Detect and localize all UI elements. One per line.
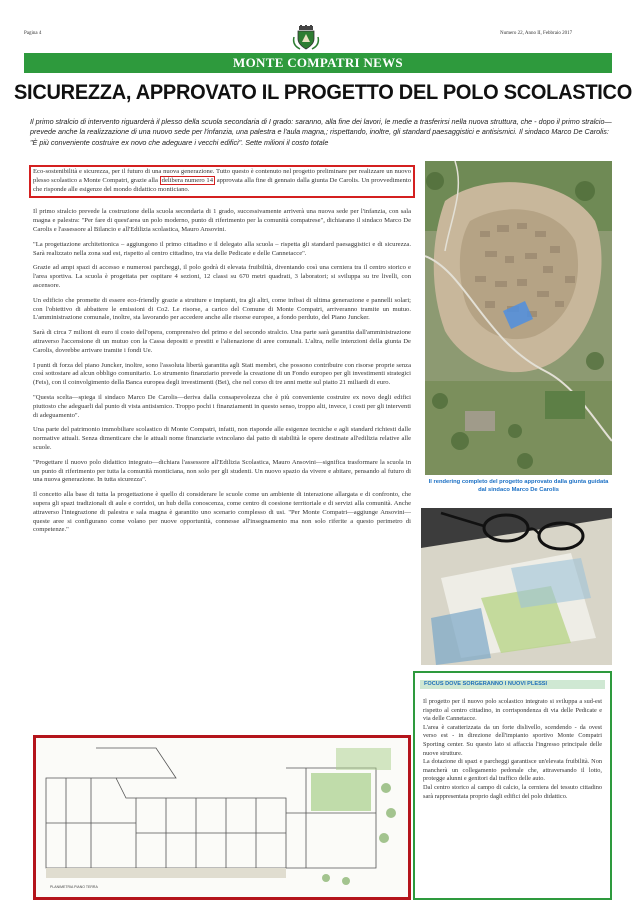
focus-paragraph: L'area è caratterizzata da un forte dislivello, scendendo - da ovest verso est - in direzione dell'impianto sportivo Monte Compatri Sporting center. Su questo lato si affaccia l'ingresso principale delle nuove strutture. bbox=[423, 723, 602, 757]
article-paragraph: Una parte del patrimonio immobiliare scolastico di Monte Compatri, infatti, non risponde alle esigenze tecniche e agli standard richiesti dalle normative attuali. Senza dimenticare che le attuali nome finanziarie svincolano dal patto di stabilità le opere destinate all'edilizia relative alle scuole. bbox=[33, 426, 411, 451]
focus-paragraph: Il progetto per il nuovo polo scolastico integrato si sviluppa a sud-est rispetto al centro cittadino, in corrispondenza di via delle Pedicate e via delle Cannetacce. bbox=[423, 698, 602, 723]
focus-paragraph: Dal centro storico al campo di calcio, la cerniera del tessuto cittadino sarà rappresentata proprio dagli edifici del polo didattico. bbox=[423, 783, 602, 800]
article-paragraph: Sarà di circa 7 milioni di euro il costo dell'opera, comprensivo del primo e del secondo stralcio. Una parte sarà garantita dall'amministrazione attraverso l'accensione di un mutuo con la Cassa depositi e prestiti e l'alienazione di aree comunali. L'altra, nelle intenzioni della giunta De Carolis, dovrebbe arrivare tramite i fondi Ue. bbox=[33, 329, 411, 354]
article-body bbox=[33, 168, 411, 541]
plan-label: PLANIMETRIA PIANO TERRA bbox=[50, 885, 98, 889]
article-paragraph: "Progettare il nuovo polo didattico integrato—dichiara l'assessore all'Edilizia Scolastica, Mauro Ansovini—significa trasformare la scuola in un punto di riferimento per tutta la comunità monticiana, non solo per gli studenti. Un nuovo spazio da vivere e abitare, pensando al futuro di una nuova generazione. In tutta sicurezza". bbox=[33, 458, 411, 484]
blueprint-photo bbox=[421, 508, 612, 665]
article-paragraph: Il primo stralcio prevede la costruzione della scuola secondaria di 1 grado, successivamente arriverà una nuova sede per l'infanzia, con sala magna e palestra: "Per fare di quest'area un polo moderno, punto di riferimento per la comunità compatrese", dichiarano il sindaco Marco De Carolis e l'assessore al Bilancio e all'Edilizia scolastica, Mauro Ansovini. bbox=[33, 208, 411, 233]
page-title: SICUREZZA, APPROVATO IL PROGETTO DEL POLO SCOLASTICO bbox=[14, 80, 632, 104]
page-number: Pagina 4 bbox=[24, 31, 42, 36]
intro-text: Eco-sostenibilità e sicurezza, per il futuro di una nuova generazione. Tutto questo è contenuto nel progetto preliminare per realizzare un nuovo plesso scolastico a Monte Compatri, grazie alla bbox=[33, 168, 411, 184]
municipal-crest-icon bbox=[292, 25, 320, 51]
intro-text-end: approvata alla fine di gennaio dalla giunta De Carolis. Un provvedimento che risponde alle esigenze del mondo didattico monticiano. bbox=[33, 176, 412, 193]
masthead: MONTE COMPATRI NEWS bbox=[24, 53, 612, 73]
article-paragraph: "La progettazione architettonica – aggiungono il primo cittadino e il delegato alla scuola – rispetta gli standard paesaggistici e di sicurezza. Sarà realizzato nella zona sud est, rispetto al centro cittadino, tra via delle Pedicate e delle Cannetacce". bbox=[33, 240, 411, 257]
article-paragraph: I punti di forza del piano Juncker, inoltre, sono l'assoluta libertà garantita agli Stati membri, che possono contribuire con risorse proprie senza così sottostare ad alcun obbligo comunitario. Lo strumento finanziario prevede la creazione di un Fondo europeo per gli investimenti strategici (Feis), con il coinvolgimento della Banca europea degli investimenti (Bei), che nel corso di tre anni mette sul piatto 21 miliardi di euro. bbox=[33, 361, 411, 387]
article-paragraph: "Questa scelta—spiega il sindaco Marco De Carolis—deriva dalla consapevolezza che è più conveniente costruire ex novo degli edifici piuttosto che adeguarli dal punto di vista antisismico. Troppo pochi i finanziamenti in questo senso, troppo alti, invece, i costi per gli interventi di adeguamento". bbox=[33, 393, 411, 419]
intro-highlight-box bbox=[29, 165, 415, 198]
article-paragraph: Il concetto alla base di tutta la progettazione è quello di considerare le scuole come un ambiente di interazione allargata e di confronto, che supera gli spazi tradizionali di aule e corridoi, un hub della conoscenza, come centro di coesione territoriale e di servizi alla comunità. Anche attraverso l'integrazione di palestra e sala magna è garantito uno scenario complesso di usi. "Per Monte Compatri—aggiunge Ansovini—queste aree si configurano come volano per nuove opportunità, connesse all'insegnamento ma non solo riferite a questo perimetro di competenze." bbox=[33, 491, 411, 534]
aerial-rendering-image bbox=[425, 161, 612, 475]
focus-paragraph: La dotazione di spazi e parcheggi garantisce un'elevata fruibilità. Non mancherà un collegamento pedonale che, attraversando il lotto, protegge alunni e genitori dal traffico delle auto. bbox=[423, 758, 602, 783]
rendering-caption: Il rendering completo del progetto approvato dalla giunta guidata dal sindaco Marco De Carolis bbox=[428, 479, 609, 493]
floor-plan-image bbox=[33, 735, 411, 900]
article-lede: Il primo stralcio di intervento riguarderà il plesso della scuola secondaria di I grado: saranno, alla fine dei lavori, le medie a trasferirsi nella nuova struttura, che - dopo il primo stralcio—prevede anche la realizzazione di una nuovo sede per l'infanzia, una palestra e l'aula magna,; rispettando, inoltre, gli standard paesaggistici e antisismici. Il sindaco Marco De Carolis: "È più conveniente costruire ex novo che adeguare i vecchi edifici". Sette milioni il costo totale bbox=[30, 117, 612, 147]
article-paragraph: Grazie ad ampi spazi di accesso e numerosi parcheggi, il polo godrà di elevata fruibilità, diventando così una cerniera tra il centro storico e l'area sportiva. La scuola è progettata per ospitare 4 sezioni, 12 classi su 670 metri quadrati, 3 laboratori; si sviluppa su tre livelli, con ascensore. bbox=[33, 264, 411, 289]
focus-title: FOCUS DOVE SORGERANNO I NUOVI PLESSI bbox=[420, 680, 605, 689]
resolution-reference: delibera numero 14 bbox=[161, 176, 213, 184]
issue-info: Numero 22, Anno II, Febbraio 2017 bbox=[500, 31, 573, 36]
article-paragraph: Un edificio che promette di essere eco-friendly grazie a strutture e impianti, tra gli altri, come infissi di ultima generazione e pannelli solari; con l'obiettivo di abbattere le emissioni di Co2. Le risorse, a carico del Comune di Monte Compatri, arriveranno tramite un mutuo. L'amministrazione comunale, inoltre, sta lavorando per accedere anche alle risorse europee, a fondo perduto, del Piano Juncker. bbox=[33, 296, 411, 322]
focus-sidebar bbox=[413, 671, 612, 900]
